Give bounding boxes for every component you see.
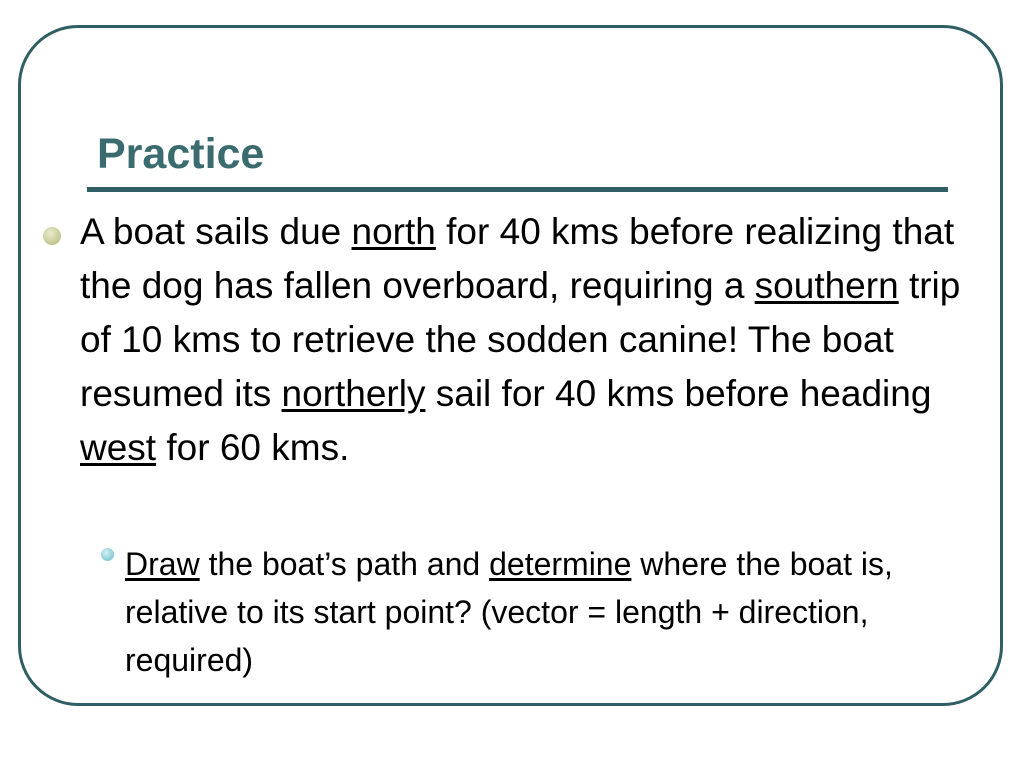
word-determine: determine bbox=[489, 546, 632, 582]
main-text-part-4: sail for 40 kms before heading bbox=[425, 373, 932, 414]
main-text-part-5: for 60 kms. bbox=[156, 427, 350, 468]
main-text-part-3: trip of 10 kms to retrieve the sodden canine! The boat resumed its bbox=[80, 265, 961, 414]
main-text-part-1: A boat sails due bbox=[80, 211, 352, 252]
title-underline-rule bbox=[87, 187, 948, 192]
sub-text-part-1: the boat’s path and bbox=[199, 546, 490, 582]
slide-title: Practice bbox=[97, 130, 265, 178]
word-southern: southern bbox=[754, 265, 899, 306]
sub-bullet-icon bbox=[101, 548, 114, 561]
word-west: west bbox=[80, 427, 157, 468]
word-northerly: northerly bbox=[281, 373, 426, 414]
word-north: north bbox=[351, 211, 436, 252]
sub-bullet-text bbox=[125, 540, 975, 684]
main-bullet-text bbox=[80, 205, 1000, 475]
main-text-part-2: for 40 kms before realizing that the dog has fallen overboard, requiring a bbox=[80, 211, 955, 306]
word-draw: Draw bbox=[125, 546, 200, 582]
main-bullet-icon bbox=[43, 227, 61, 245]
sub-text-part-2: where the boat is, relative to its start point? (vector = length + direction, required) bbox=[125, 546, 893, 678]
